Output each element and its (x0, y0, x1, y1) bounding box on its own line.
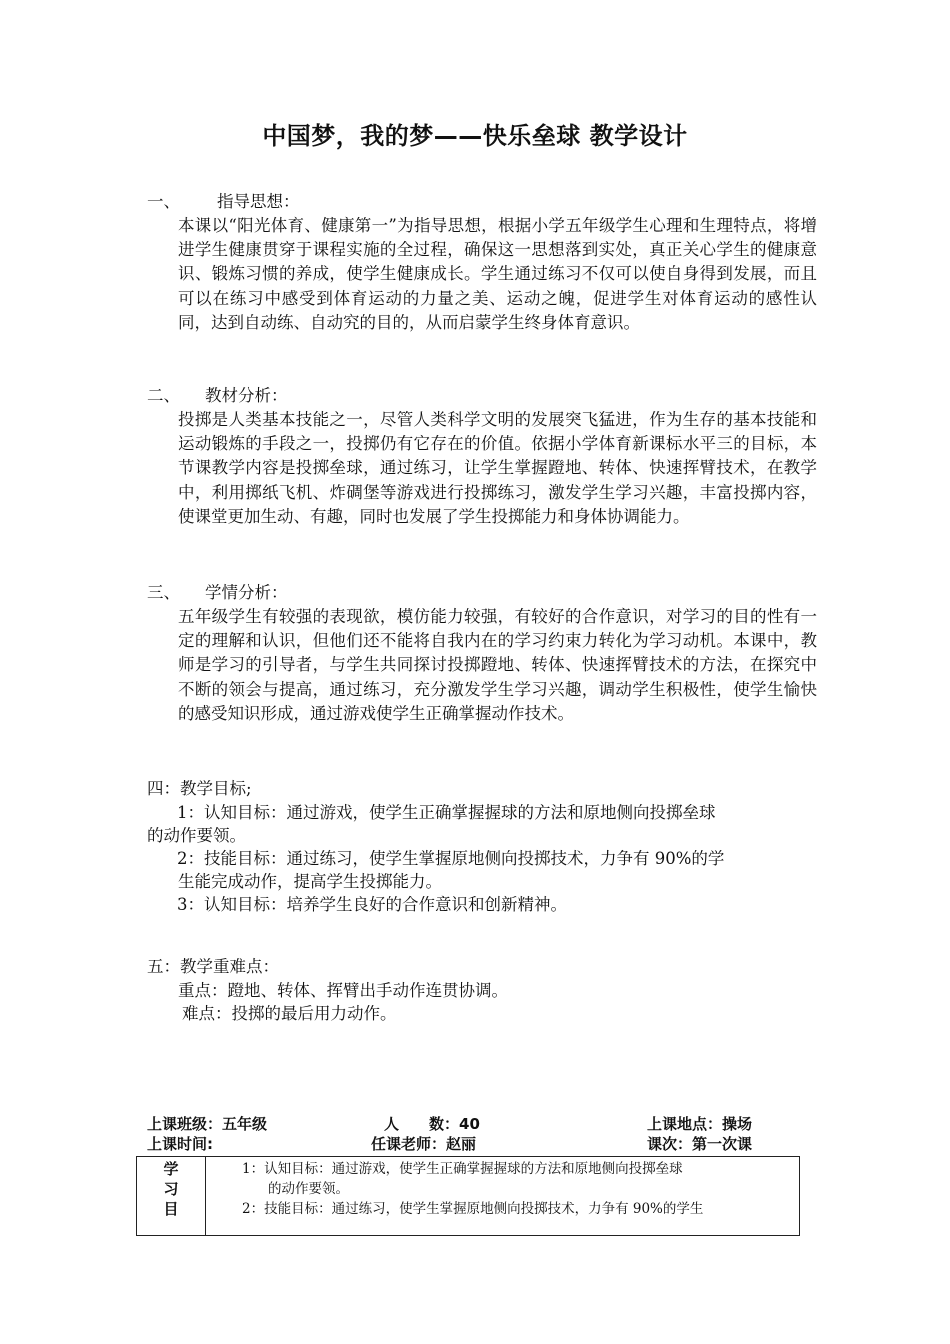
section-heading: 四：教学目标; (147, 779, 252, 798)
section-key-points (147, 955, 817, 1025)
section-number: 三、 (147, 583, 180, 602)
section-body: 五年级学生有较强的表现欲，模仿能力较强，有较好的合作意识，对学习的目的性有一定的理解和认识，但他们还不能将自我内在的学习约束力转化为学习动机。本课中，教师是学习的引导者，与学生共同探讨投掷蹬地、转体、快速挥臂技术的方法，在探究中不断的领会与提高，通过练习，充分激发学生学习兴趣，调动学生积极性，使学生愉快的感受知识形成，通过游戏使学生正确掌握动作技术。 (178, 607, 817, 723)
section-heading (147, 190, 817, 214)
section-material-analysis (147, 384, 817, 529)
lesson-plan-table (136, 1156, 800, 1236)
table-goal-1: 1：认知目标：通过游戏，使学生正确掌握握球的方法和原地侧向投掷垒球 (242, 1161, 683, 1177)
section-body: 投掷是人类基本技能之一，尽管人类科学文明的发展突飞猛进，作为生存的基本技能和运动锻炼的手段之一，投掷仍有它存在的价值。依据小学体育新课标水平三的目标，本节课教学内容是投掷垒球，通过练习，让学生掌握蹬地、转体、快速挥臂技术，在教学中，利用掷纸飞机、炸碉堡等游戏进行投掷练习，激发学生学习兴趣，丰富投掷内容，使课堂更加生动、有趣，同时也发展了学生投掷能力和身体协调能力。 (178, 410, 817, 526)
count-label: 人 数：40 (384, 1115, 480, 1133)
row-label-char: 学 (163, 1160, 179, 1178)
section-number: 二、 (147, 386, 180, 405)
section-heading (147, 581, 817, 605)
section-title: 学情分析： (205, 583, 288, 602)
goal-item-1: 1：认知目标：通过游戏，使学生正确掌握握球的方法和原地侧向投掷垒球 (177, 803, 716, 822)
section-heading (147, 384, 817, 408)
difficult-point: 难点：投掷的最后用力动作。 (182, 1004, 397, 1023)
section-teaching-goals (147, 777, 817, 916)
section-guiding-ideology (147, 190, 817, 335)
row-label-learning-goals (137, 1157, 206, 1236)
goal-item-3: 3：认知目标：培养学生良好的合作意识和创新精神。 (177, 895, 567, 914)
section-body: 本课以“阳光体育、健康第一”为指导思想，根据小学五年级学生心理和生理特点，将增进学生健康贯穿于课程实施的全过程，确保这一思想落到实处，真正关心学生的健康意识、锻炼习惯的养成，使学生健康成长。学生通过练习不仅可以使自身得到发展，而且可以在练习中感受到体育运动的力量之美、运动之魄，促进学生对体育运动的感性认同，达到自动练、自动究的目的，从而启蒙学生终身体育意识。 (178, 216, 817, 332)
table-row (137, 1157, 800, 1236)
info-row-2 (147, 1134, 817, 1154)
row-content (206, 1157, 800, 1236)
lesson-label: 课次：第一次课 (647, 1135, 753, 1153)
goal-item-2: 2：技能目标：通过练习，使学生掌握原地侧向投掷技术，力争有 90%的学 (177, 849, 725, 868)
class-info (147, 1114, 817, 1154)
class-label: 上课班级：五年级 (147, 1115, 268, 1133)
table-goal-2: 2：技能目标：通过练习，使学生掌握原地侧向投掷技术，力争有 90%的学生 (242, 1201, 704, 1217)
place-label: 上课地点：操场 (647, 1115, 753, 1133)
section-heading: 五：教学重难点： (147, 957, 279, 976)
document-title: 中国梦，我的梦——快乐垒球 教学设计 (262, 122, 688, 150)
key-point: 重点：蹬地、转体、挥臂出手动作连贯协调。 (178, 981, 508, 1000)
section-number: 一、 (147, 192, 180, 211)
goal-item-1-continued: 的动作要领。 (147, 826, 246, 845)
section-student-analysis (147, 581, 817, 726)
section-title: 教材分析： (205, 386, 288, 405)
row-label-char: 习 (163, 1180, 179, 1198)
goal-item-2-continued: 生能完成动作，提高学生投掷能力。 (178, 872, 442, 891)
row-label-char: 目 (163, 1200, 179, 1218)
info-row-1 (147, 1114, 817, 1134)
time-label: 上课时间: (147, 1135, 213, 1153)
teacher-label: 任课老师：赵丽 (371, 1135, 477, 1153)
section-title: 指导思想： (217, 192, 300, 211)
table-goal-1-continued: 的动作要领。 (268, 1181, 349, 1197)
